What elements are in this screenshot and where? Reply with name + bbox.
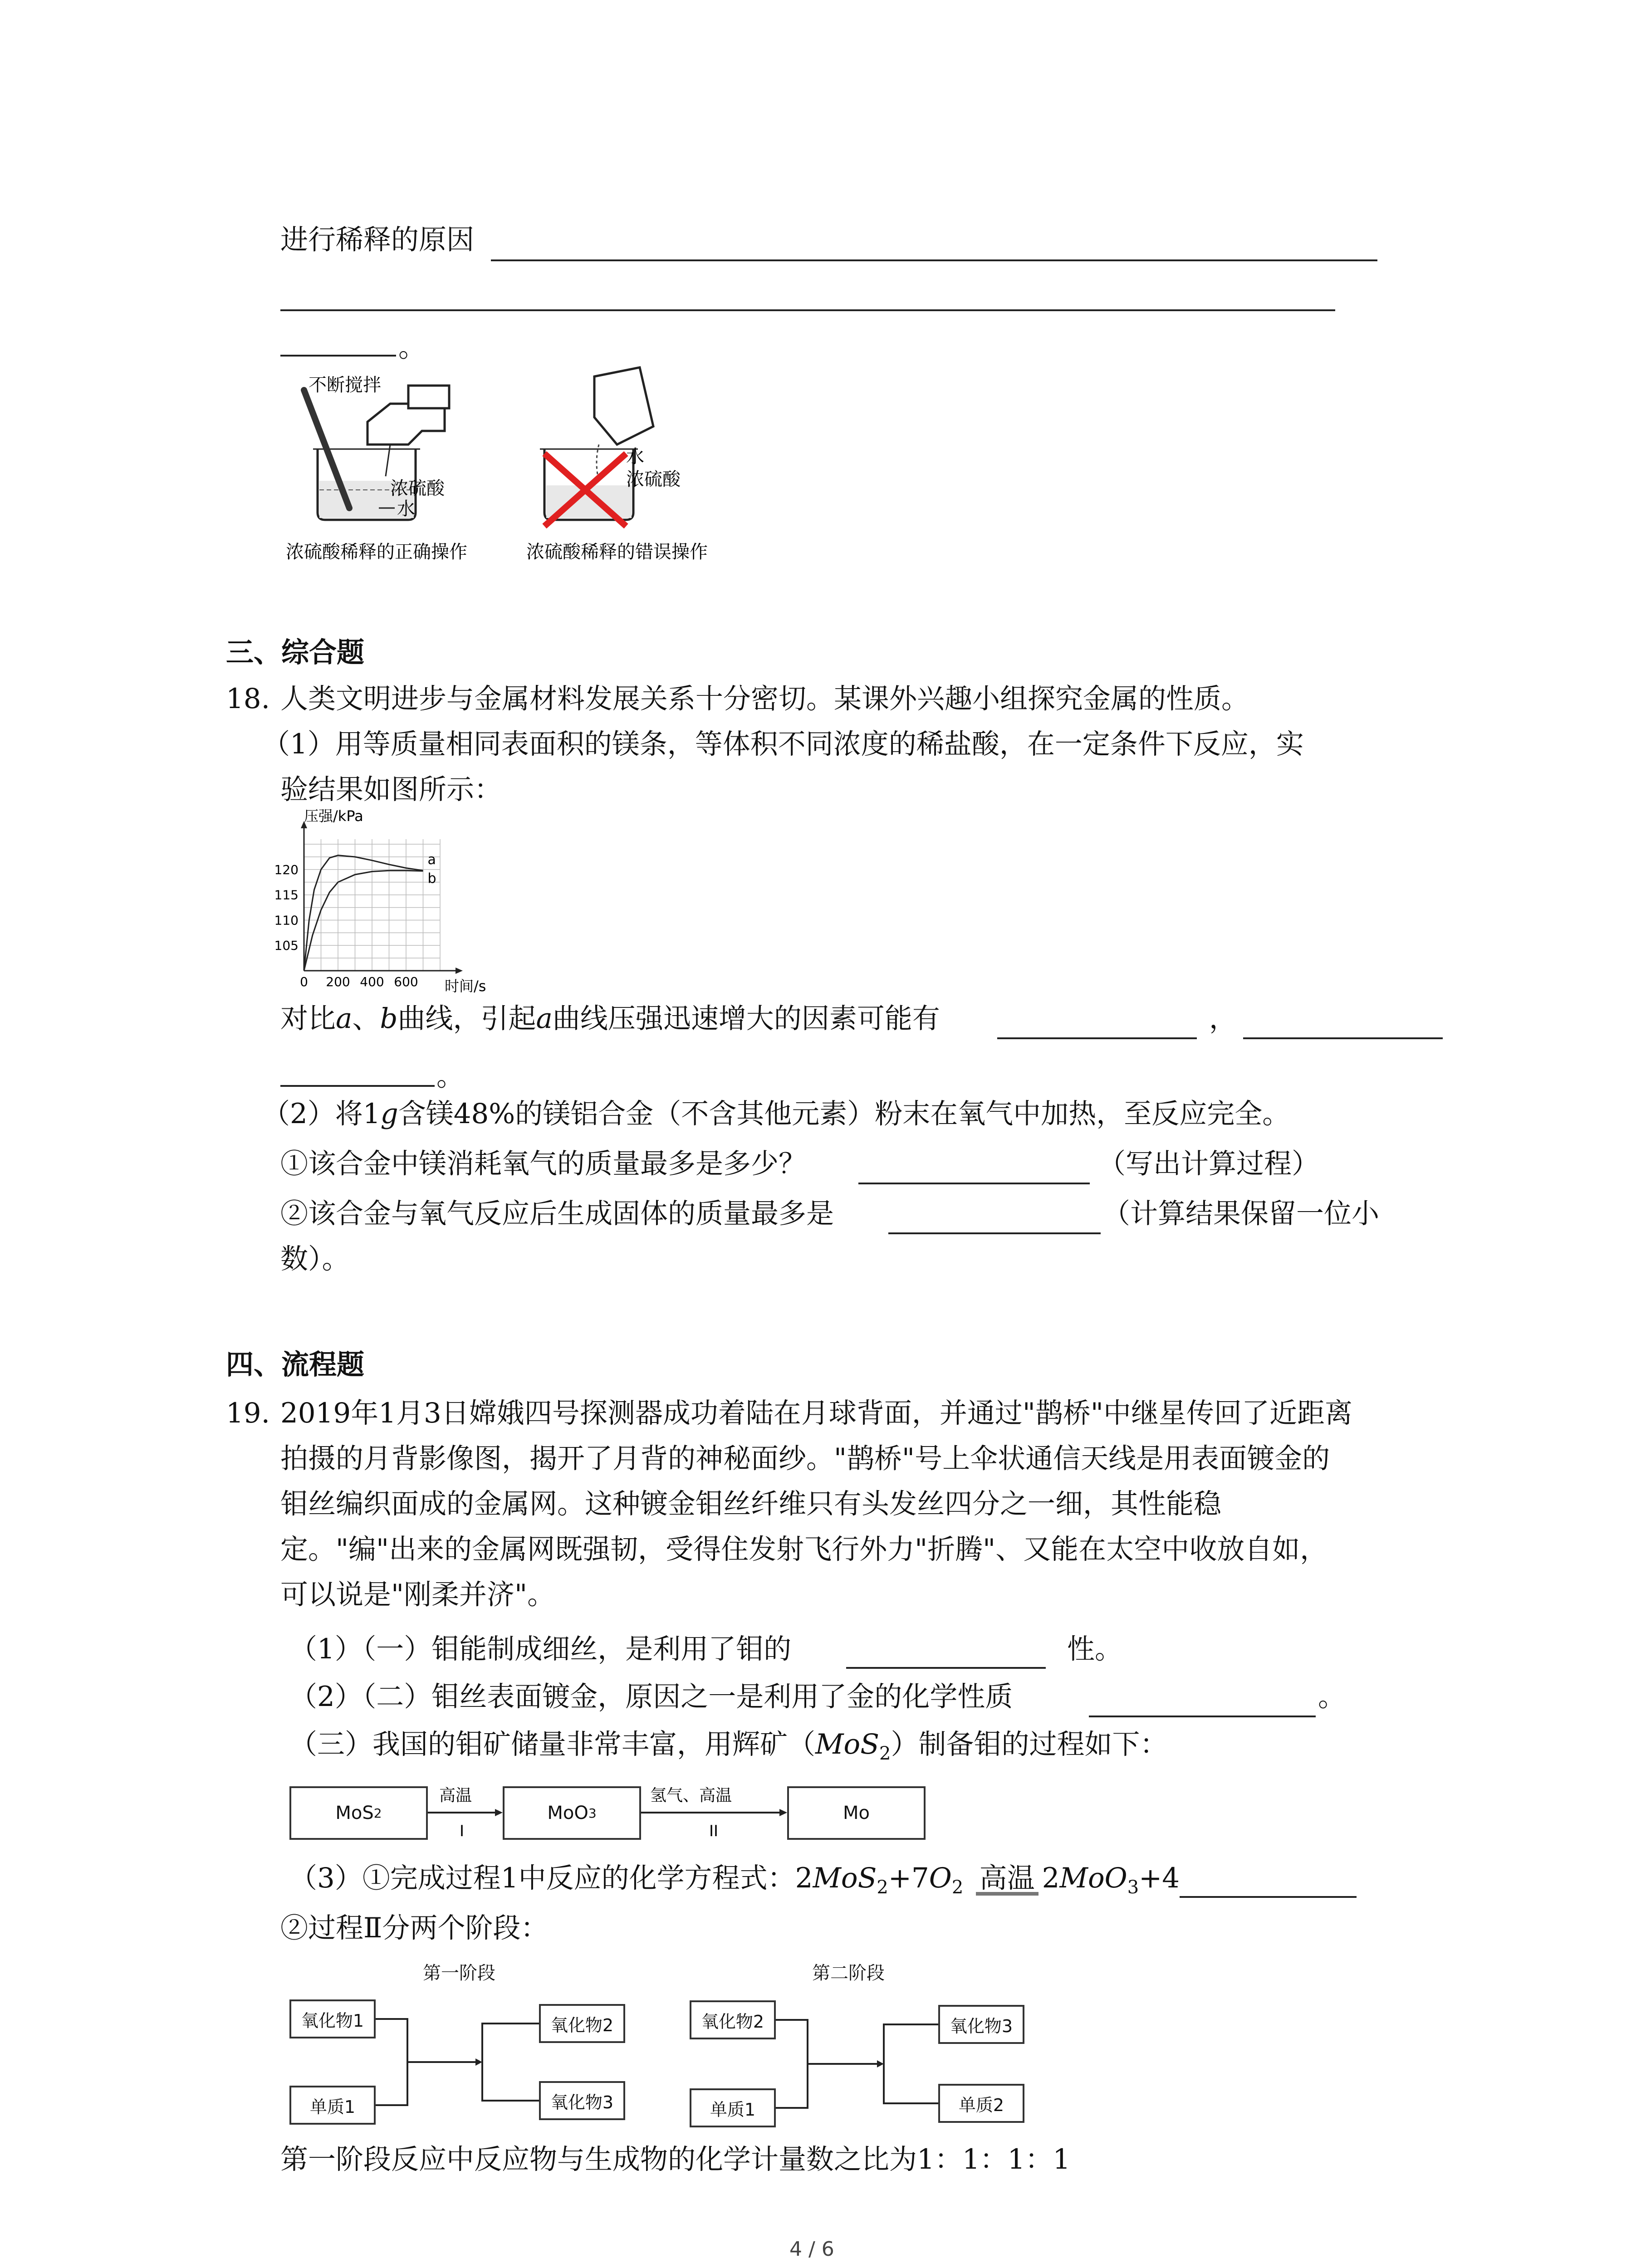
question-text: 验结果如图所示：: [280, 773, 502, 806]
question-text: ①该合金中镁消耗氧气的质量最多是多少？: [280, 1148, 807, 1180]
flow-arrows: [428, 1783, 791, 1846]
question-text: 。: [1318, 1681, 1346, 1713]
answer-blank[interactable]: [280, 309, 1335, 311]
note-text: 数）。: [280, 1243, 350, 1275]
correct-dilution-illustration: [286, 375, 467, 562]
question-text: （1）（一）钼能制成细丝，是利用了钼的: [289, 1633, 792, 1665]
dilution-figure: [281, 358, 735, 567]
flow-box-moo3: MoO 3: [503, 1786, 641, 1840]
arrow-icon: [475, 2058, 482, 2066]
x-tick-label: 400: [360, 974, 384, 989]
answer-blank[interactable]: [280, 1085, 435, 1087]
answer-blank[interactable]: [1243, 1037, 1443, 1039]
stage1-output-oxide3: 氧化物3: [539, 2081, 625, 2120]
reaction-condition: 高温: [976, 1864, 1038, 1896]
y-tick-label: 105: [274, 938, 299, 953]
stage2-title: 第二阶段: [812, 1963, 885, 1984]
y-axis-label: 压强/kPa: [304, 807, 363, 825]
section-heading: 三、综合题: [226, 636, 365, 669]
answer-blank[interactable]: [1089, 1716, 1316, 1717]
answer-blank[interactable]: [491, 259, 1377, 261]
acid-label: 浓硫酸: [390, 478, 445, 499]
arrow-icon: [495, 1809, 503, 1816]
answer-blank[interactable]: [858, 1183, 1090, 1184]
compare-text: 对比a、b曲线，引起a曲线压强迅速增大的因素可能有: [280, 1002, 940, 1035]
arrow-icon: [877, 2060, 884, 2068]
arrow-icon: [779, 1809, 787, 1816]
stir-label: 不断搅拌: [309, 375, 381, 396]
period-mark: 。: [398, 331, 426, 363]
x-tick-label: 200: [326, 974, 350, 989]
equation-line: （3）①完成过程1中反应的化学方程式：$2MoS_2+7O_2$ 高温 2MoO$_3$+4: [289, 1862, 1180, 1898]
question-text: ②过程Ⅱ分两个阶段：: [280, 1912, 549, 1944]
arrow1-label: 高温: [439, 1786, 472, 1805]
stage2-input-oxide2: 氧化物2: [690, 2000, 776, 2039]
question-text: （2）（二）钼丝表面镀金，原因之一是利用了金的化学性质: [289, 1681, 1013, 1713]
question-text: 拍摄的月背影像图，揭开了月背的神秘面纱。"鹊桥"号上伞状通信天线是用表面镀金的: [280, 1442, 1330, 1475]
series-label-a: a: [427, 852, 436, 868]
answer-blank[interactable]: [846, 1667, 1046, 1669]
arrow1-stage: I: [460, 1822, 465, 1840]
stage2-output-oxide3: 氧化物3: [938, 2005, 1024, 2044]
x-tick-label: 0: [300, 974, 308, 989]
stage-connectors: [376, 1996, 943, 2132]
dilution-reason-text: 进行稀释的原因: [280, 224, 475, 256]
answer-blank[interactable]: [1180, 1896, 1357, 1898]
flow-box-mo: Mo: [787, 1786, 926, 1840]
water-beaker-icon: [594, 367, 653, 445]
acid-bottle-icon: [367, 404, 445, 445]
question-text: （2）将1g含镁48%的镁铝合金（不含其他元素）粉末在氧气中加热，至反应完全。: [262, 1098, 1290, 1130]
note-text: （计算结果保留一位小: [1102, 1198, 1380, 1230]
page-number: 4 / 6: [789, 2238, 834, 2261]
y-tick-label: 120: [274, 862, 299, 877]
wrong-caption: 浓硫酸稀释的错误操作: [526, 542, 708, 562]
period-mark: 。: [436, 1060, 465, 1092]
arrow2-label: 氢气、高温: [650, 1786, 732, 1805]
y-tick-label: 115: [274, 887, 299, 903]
series-label-b: b: [427, 870, 436, 887]
stage2-output-element2: 单质2: [938, 2084, 1024, 2123]
question-text: 可以说是"刚柔并济"。: [280, 1579, 555, 1611]
section-heading: 四、流程题: [226, 1349, 365, 1381]
stage1-input-element1: 单质1: [289, 2086, 376, 2125]
question-text: （三）我国的钼矿储量非常丰富，用辉矿（MoS$_2$）制备钼的过程如下：: [289, 1728, 1168, 1765]
answer-blank[interactable]: [280, 355, 396, 357]
answer-blank[interactable]: [997, 1037, 1197, 1039]
answer-blank[interactable]: [888, 1232, 1101, 1234]
x-axis-label: 时间/s: [445, 978, 486, 995]
y-tick-label: 110: [274, 913, 299, 928]
question-text: 性。: [1067, 1633, 1123, 1665]
stage1-input-oxide1: 氧化物1: [289, 1999, 376, 2038]
series-line-b: [304, 870, 423, 971]
arrow2-stage: II: [709, 1822, 719, 1840]
question-number: 19.: [226, 1397, 270, 1429]
correct-caption: 浓硫酸稀释的正确操作: [286, 542, 467, 562]
question-text: 第一阶段反应中反应物与生成物的化学计量数之比为1：1：1：1: [280, 2143, 1071, 2175]
question-text: 2019年1月3日嫦娥四号探测器成功着陆在月球背面，并通过"鹊桥"中继星传回了近距离: [280, 1397, 1352, 1429]
water-label: 水: [397, 499, 415, 519]
question-text: （1）用等质量相同表面积的镁条，等体积不同浓度的稀盐酸，在一定条件下反应，实: [262, 728, 1304, 760]
question-text: 人类文明进步与金属材料发展关系十分密切。某课外兴趣小组探究金属的性质。: [280, 683, 1249, 715]
x-tick-label: 600: [394, 974, 418, 989]
x-axis-arrow: [456, 968, 463, 974]
flow-box-mos2: MoS 2: [289, 1786, 428, 1840]
stage2-input-element1: 单质1: [690, 2088, 776, 2127]
stage1-title: 第一阶段: [423, 1963, 495, 1984]
question-text: 定。"编"出来的金属网既强韧，受得住发射飞行外力"折腾"、又能在太空中收放自如，: [280, 1533, 1328, 1565]
stage1-output-oxide2: 氧化物2: [539, 2004, 625, 2043]
acid-label: 浓硫酸: [626, 469, 681, 490]
question-text: ②该合金与氧气反应后生成固体的质量最多是: [280, 1198, 834, 1230]
question-number: 18.: [226, 683, 270, 715]
note-text: （写出计算过程）: [1098, 1148, 1320, 1180]
pressure-chart: [268, 807, 522, 1007]
wrong-dilution-illustration: [526, 367, 708, 562]
water-label: 水: [626, 446, 644, 467]
question-text: 钼丝编织面成的金属网。这种镀金钼丝纤维只有头发丝四分之一细，其性能稳: [280, 1488, 1222, 1520]
comma: ，: [1209, 1002, 1237, 1035]
